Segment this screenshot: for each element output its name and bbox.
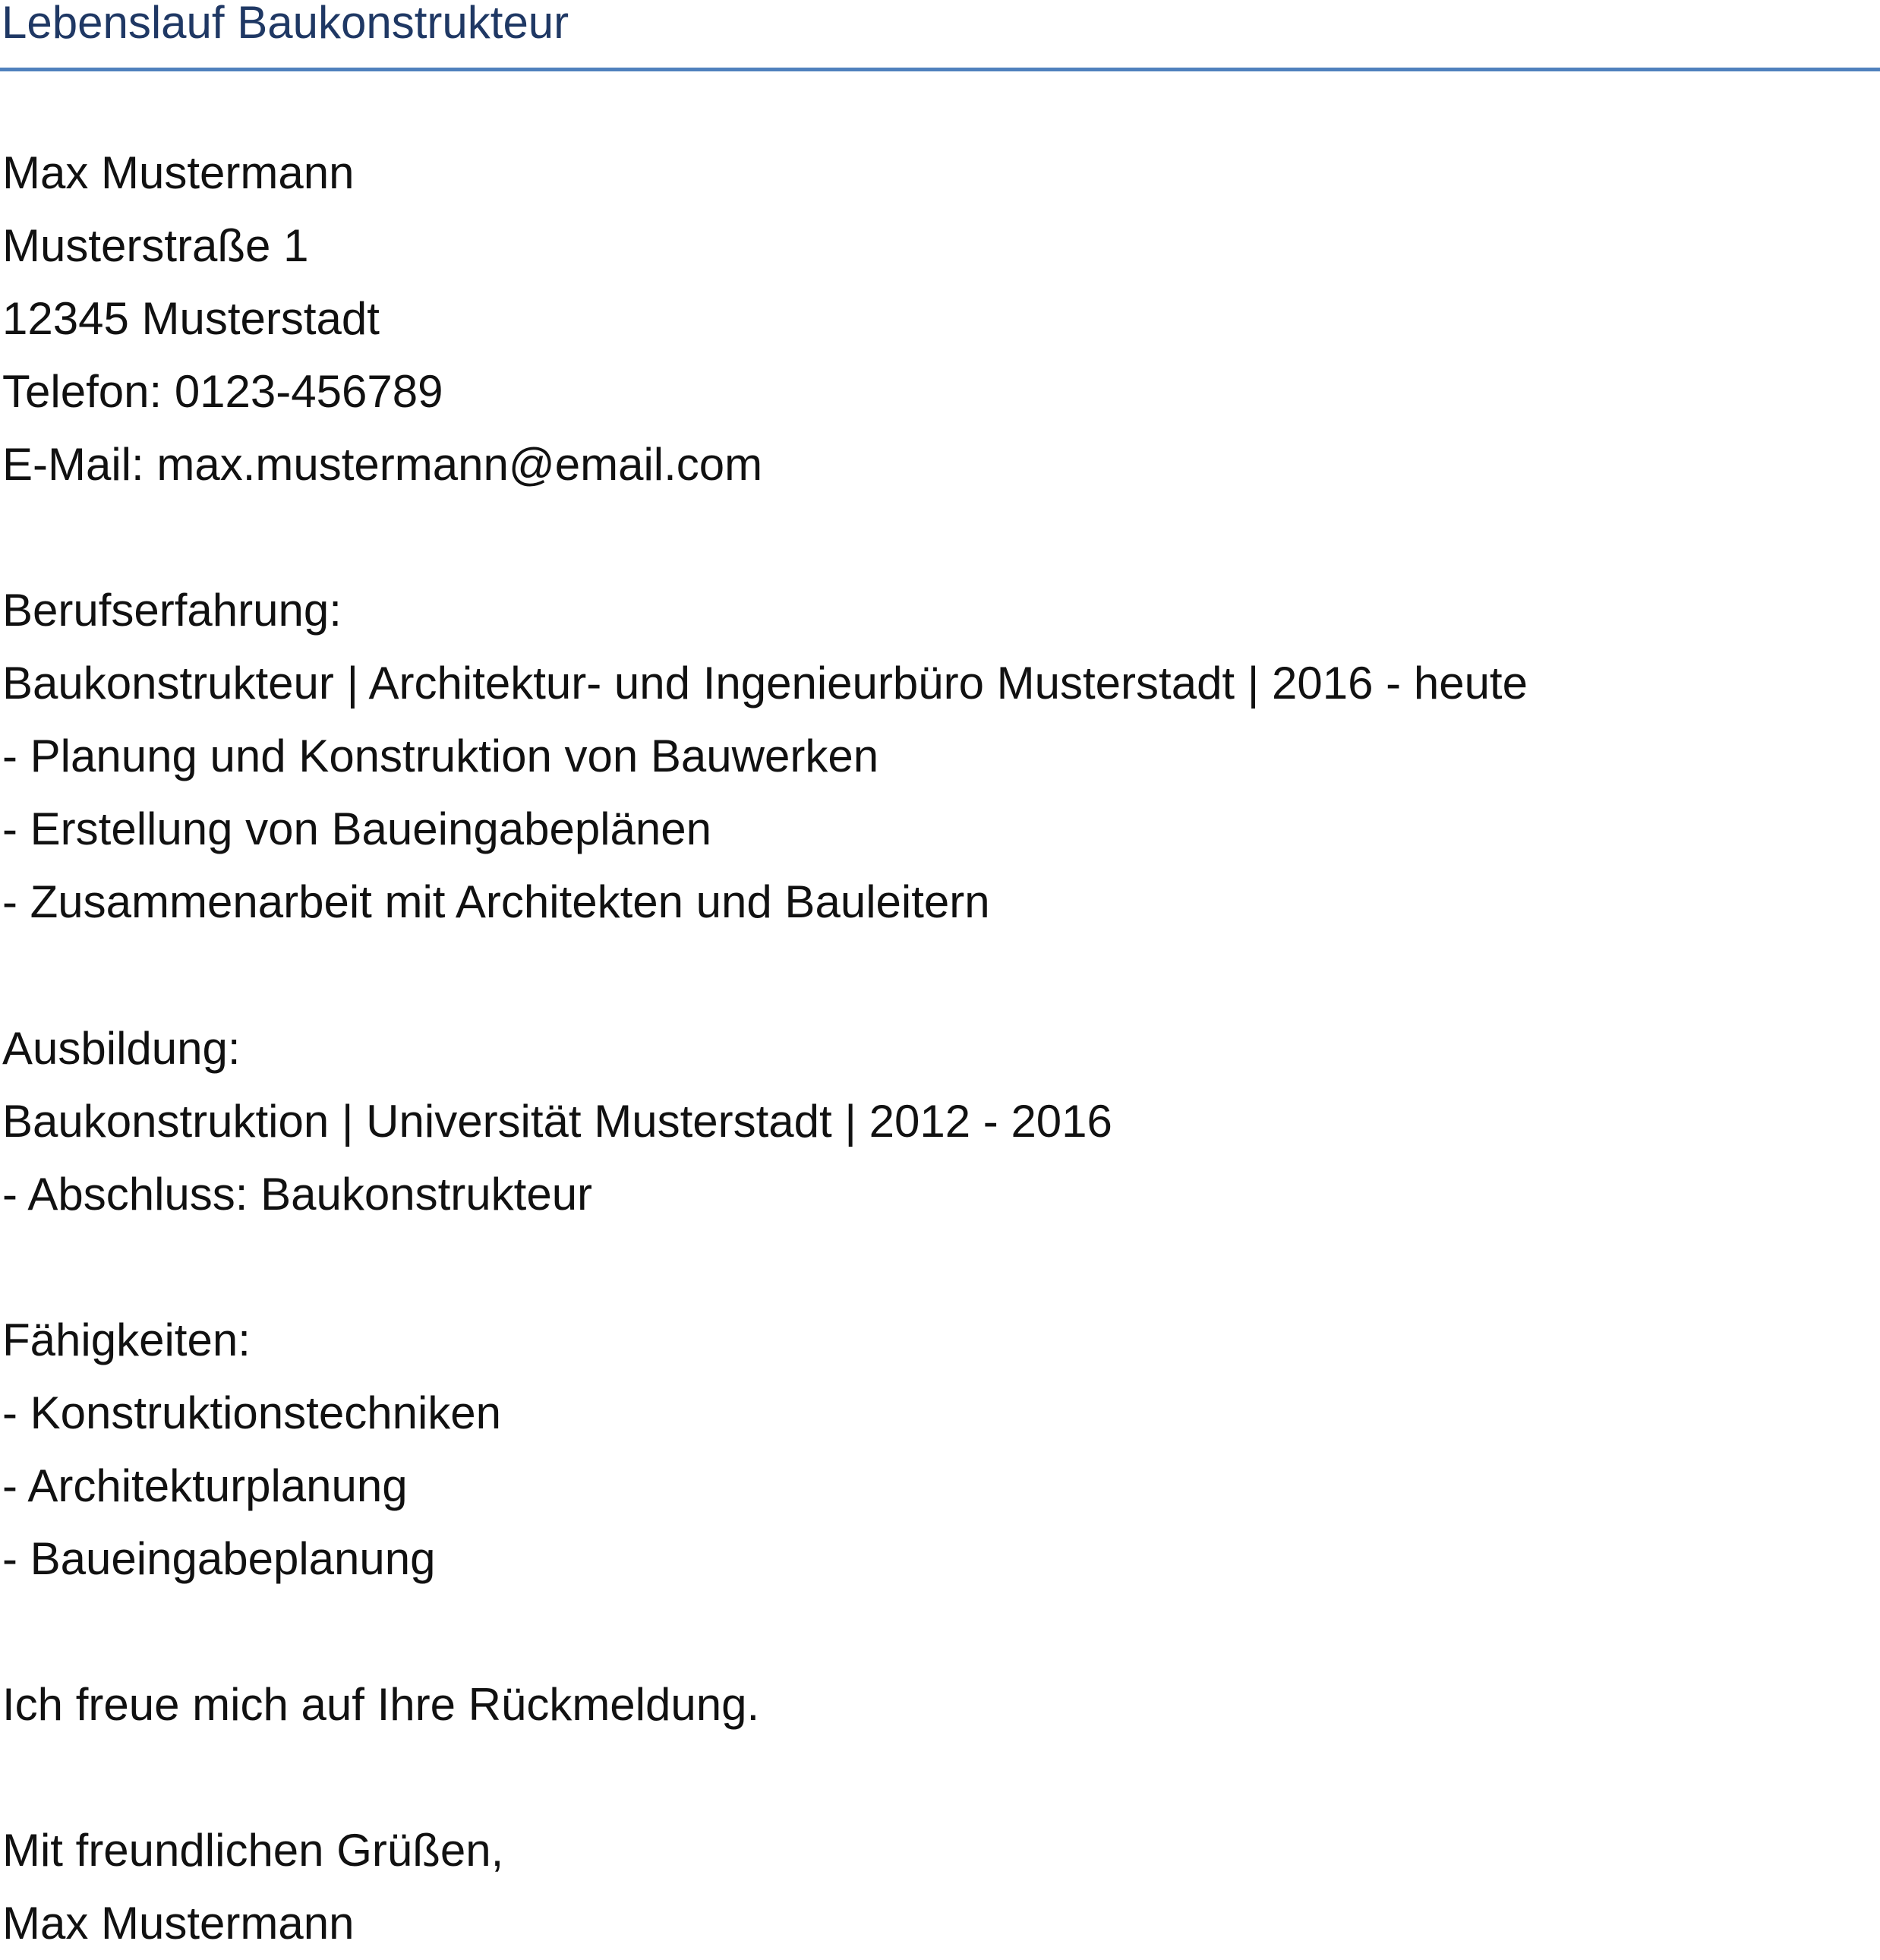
closing-text: Ich freue mich auf Ihre Rückmeldung.	[2, 1679, 760, 1730]
title-underline-rule	[0, 68, 1880, 71]
closing-salutation: Mit freundlichen Grüßen,	[2, 1825, 504, 1876]
education-entry: Baukonstruktion | Universität Musterstadt | 2012 - 2016	[2, 1096, 1112, 1147]
experience-position: Baukonstrukteur | Architektur- und Ingenieurbüro Musterstadt | 2016 - heute	[2, 658, 1528, 709]
experience-task: - Planung und Konstruktion von Bauwerken	[2, 731, 879, 781]
experience-heading: Berufserfahrung:	[2, 585, 342, 636]
education-degree: - Abschluss: Baukonstrukteur	[2, 1169, 593, 1220]
document-title: Lebenslauf Baukonstrukteur	[2, 0, 569, 48]
contact-street: Musterstraße 1	[2, 220, 309, 271]
contact-name: Max Mustermann	[2, 147, 355, 198]
skills-heading: Fähigkeiten:	[2, 1315, 251, 1365]
skill-item: - Konstruktionstechniken	[2, 1387, 502, 1438]
education-heading: Ausbildung:	[2, 1023, 241, 1074]
skill-item: - Baueingabeplanung	[2, 1533, 436, 1584]
experience-task: - Zusammenarbeit mit Architekten und Bauleitern	[2, 876, 990, 927]
experience-task: - Erstellung von Baueingabeplänen	[2, 803, 712, 854]
contact-phone: Telefon: 0123-456789	[2, 366, 443, 417]
contact-city: 12345 Musterstadt	[2, 293, 380, 344]
contact-email: E-Mail: max.mustermann@email.com	[2, 439, 763, 490]
signature-name: Max Mustermann	[2, 1898, 355, 1949]
skill-item: - Architekturplanung	[2, 1460, 408, 1511]
